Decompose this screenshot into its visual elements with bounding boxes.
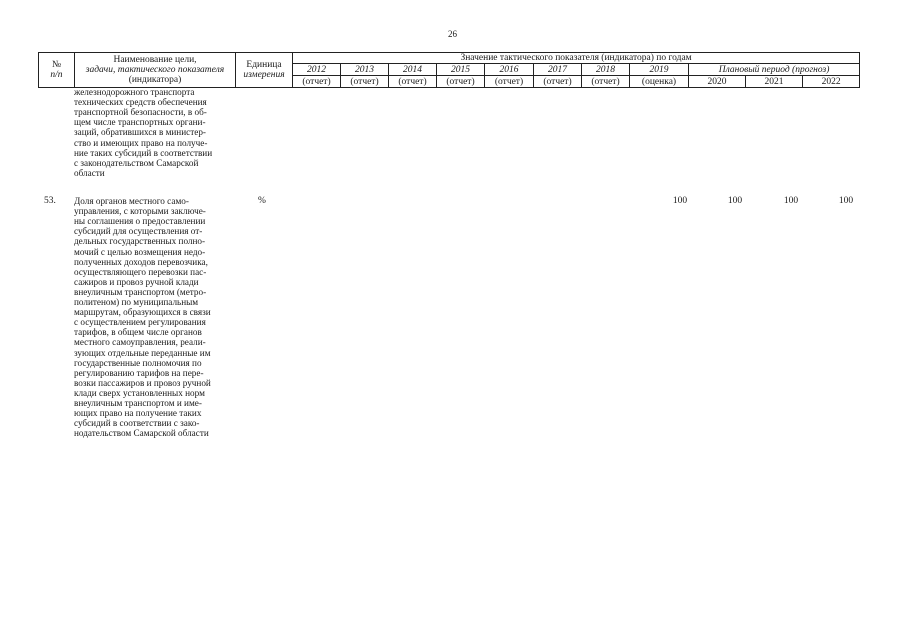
row-text-line: клади сверх установленных норм bbox=[74, 387, 205, 398]
row-text-line: тарифов, в общем числе органов bbox=[74, 327, 202, 338]
row-text-line: субсидий в соответствии с зако- bbox=[74, 418, 200, 429]
row-text-line: сажиров и провоз ручной клади bbox=[74, 276, 199, 287]
row-text-line: внеуличным транспортом и име- bbox=[74, 398, 202, 408]
header-unit: Единица измерения bbox=[236, 53, 293, 88]
header-year: 2014 bbox=[389, 64, 437, 76]
header-planned-year: 2021 bbox=[746, 76, 803, 88]
row-text-line: ны соглашения о предоставлении bbox=[74, 216, 206, 227]
row-text-line: технических средств обеспечения bbox=[74, 97, 207, 108]
row-text-line: осуществляющего перевозки пас- bbox=[74, 266, 207, 277]
header-num: № п/п bbox=[39, 53, 75, 88]
row-text-line: возки пассажиров и провоз ручной bbox=[74, 377, 211, 388]
row-value-2021: 100 bbox=[783, 196, 799, 206]
row-text-line: полученных доходов перевозчика, bbox=[74, 256, 208, 267]
header-year-kind: (отчет) bbox=[485, 76, 534, 88]
header-year: 2012 bbox=[293, 64, 341, 76]
row-text-line: управления, с которыми заключе- bbox=[74, 206, 206, 217]
row-text-line: нодательством Самарской области bbox=[74, 428, 209, 439]
row-text-line: железнодорожного транспорта bbox=[74, 87, 195, 97]
header-year-kind: (отчет) bbox=[389, 76, 437, 88]
row-number: 53. bbox=[44, 196, 56, 206]
row-text-line: внеуличным транспортом (метро- bbox=[74, 286, 207, 297]
header-year-kind: (отчет) bbox=[437, 76, 485, 88]
header-year-kind: (отчет) bbox=[341, 76, 389, 88]
row-text-line: щем числе транспортных органи- bbox=[74, 117, 206, 128]
header-year: 2018 bbox=[582, 64, 630, 76]
row-text-line: ство и имеющих право на получе- bbox=[74, 137, 208, 148]
header-name: Наименование цели, задачи, тактического показателя (индикатора) bbox=[75, 53, 236, 88]
header-values-title: Значение тактического показателя (индикатора) по годам bbox=[293, 53, 860, 64]
row-text-line: Доля органов местного само- bbox=[74, 196, 189, 206]
row-text-line: субсидий для осуществления от- bbox=[74, 226, 203, 237]
page-number: 26 bbox=[448, 29, 457, 39]
row-text-line: зующих отдельные переданные им bbox=[74, 347, 211, 358]
header-planned-year: 2020 bbox=[689, 76, 746, 88]
row-value-2020: 100 bbox=[727, 196, 743, 206]
row-text-line: ющих право на получение таких bbox=[74, 408, 202, 419]
header-year-kind: (отчет) bbox=[582, 76, 630, 88]
row-text-line: политеном) по муниципальным bbox=[74, 297, 199, 307]
row-text-line: с осуществлением регулирования bbox=[74, 317, 206, 328]
row-text-line: ние таких субсидий в соответствии bbox=[74, 147, 213, 158]
header-year: 2015 bbox=[437, 64, 485, 76]
header-year: 2019 bbox=[630, 64, 689, 76]
row-unit: % bbox=[258, 196, 266, 206]
header-year: 2017 bbox=[534, 64, 582, 76]
row-text-line: заций, обратившихся в министер- bbox=[74, 127, 206, 138]
row-text-line: местного самоуправления, реали- bbox=[74, 337, 206, 348]
header-year-kind: (оценка) bbox=[630, 76, 689, 88]
header-year: 2013 bbox=[341, 64, 389, 76]
row-text-line: государственные полномочия по bbox=[74, 357, 202, 368]
row-text-line: с законодательством Самарской bbox=[74, 157, 199, 168]
row-text-line: дельных государственных полно- bbox=[74, 236, 206, 247]
row-text-line: транспортной безопасности, в об- bbox=[74, 107, 207, 118]
header-year-kind: (отчет) bbox=[293, 76, 341, 88]
header-planned-year: 2022 bbox=[803, 76, 860, 88]
header-planned-title: Плановый период (прогноз) bbox=[689, 64, 860, 76]
row-text-line: регулированию тарифов на пере- bbox=[74, 367, 204, 378]
row-value-2019: 100 bbox=[672, 196, 688, 206]
row-text-line: мочий с целью возмещения недо- bbox=[74, 246, 206, 257]
header-year: 2016 bbox=[485, 64, 534, 76]
row-text-line: маршрутам, образующихся в связи bbox=[74, 307, 211, 318]
header-year-kind: (отчет) bbox=[534, 76, 582, 88]
row-value-2022: 100 bbox=[838, 196, 854, 206]
row-text-line: области bbox=[74, 167, 105, 178]
header-table bbox=[38, 52, 860, 88]
